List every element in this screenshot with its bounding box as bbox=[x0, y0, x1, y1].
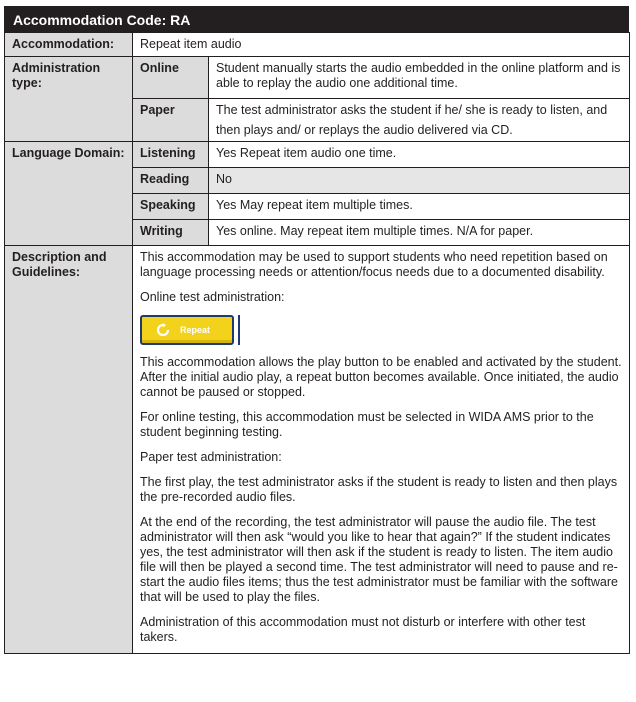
description-paragraph: This accommodation may be used to support students who need repetition based on language processing needs or attention/focus needs due to a documented disability. bbox=[140, 250, 608, 279]
language-domain-listening: Listening bbox=[133, 142, 209, 168]
description-paragraph: Administration of this accommodation must not disturb or interfere with other test takers. bbox=[140, 615, 586, 644]
accommodation-document bbox=[4, 6, 629, 654]
accommodation-label: Accommodation: bbox=[5, 33, 133, 57]
description-paragraph: At the end of the recording, the test administrator will pause the audio file. The test administrator will then ask “would you like to hear that again?” If the student indicates yes, the test administrator will then ask if the student is ready to listen. The item audio file will then be played a second time. The test administrator will need to pause and re-start the audio files items; thus the test administrator must be familiar with the software that will be used to play the files. bbox=[140, 515, 618, 604]
accommodation-table bbox=[4, 32, 630, 654]
description-label: Description and Guidelines: bbox=[5, 246, 133, 654]
description-paragraph: For online testing, this accommodation must be selected in WIDA AMS prior to the student beginning testing. bbox=[140, 410, 594, 439]
refresh-icon bbox=[156, 323, 170, 337]
description-row bbox=[5, 246, 630, 654]
administration-text-paper: The test administrator asks the student if he/ she is ready to listen, and then plays and/ or replays the audio delivered via CD. bbox=[209, 99, 630, 142]
language-text-writing: Yes online. May repeat item multiple times. N/A for paper. bbox=[209, 220, 630, 246]
page-title: Accommodation Code: RA bbox=[4, 6, 629, 32]
accommodation-row bbox=[5, 33, 630, 57]
administration-row-online bbox=[5, 57, 630, 99]
description-paragraph: This accommodation allows the play button to be enabled and activated by the student. After the initial audio play, a repeat button becomes available. Once initiated, the audio cannot be paused or stopped. bbox=[140, 355, 622, 399]
administration-type-paper: Paper bbox=[133, 99, 209, 142]
language-domain-speaking: Speaking bbox=[133, 194, 209, 220]
language-text-listening: Yes Repeat item audio one time. bbox=[209, 142, 630, 168]
language-domain-writing: Writing bbox=[133, 220, 209, 246]
paper-admin-heading: Paper test administration: bbox=[140, 450, 282, 464]
language-text-reading: No bbox=[209, 168, 630, 194]
administration-text-online: Student manually starts the audio embedded in the online platform and is able to replay the audio one additional time. bbox=[209, 57, 630, 99]
description-body bbox=[133, 246, 630, 654]
description-paragraph: The first play, the test administrator asks if the student is ready to listen and then plays the pre-recorded audio files. bbox=[140, 475, 618, 504]
administration-label: Administration type: bbox=[5, 57, 133, 142]
language-row-listening bbox=[5, 142, 630, 168]
repeat-button-example bbox=[140, 315, 623, 345]
language-domain-reading: Reading bbox=[133, 168, 209, 194]
language-text-speaking: Yes May repeat item multiple times. bbox=[209, 194, 630, 220]
administration-type-online: Online bbox=[133, 57, 209, 99]
online-admin-heading: Online test administration: bbox=[140, 290, 285, 304]
cursor-bar bbox=[238, 315, 240, 345]
repeat-button[interactable] bbox=[140, 315, 234, 345]
repeat-button-label: Repeat bbox=[179, 324, 210, 335]
language-label: Language Domain: bbox=[5, 142, 133, 246]
accommodation-value: Repeat item audio bbox=[133, 33, 630, 57]
